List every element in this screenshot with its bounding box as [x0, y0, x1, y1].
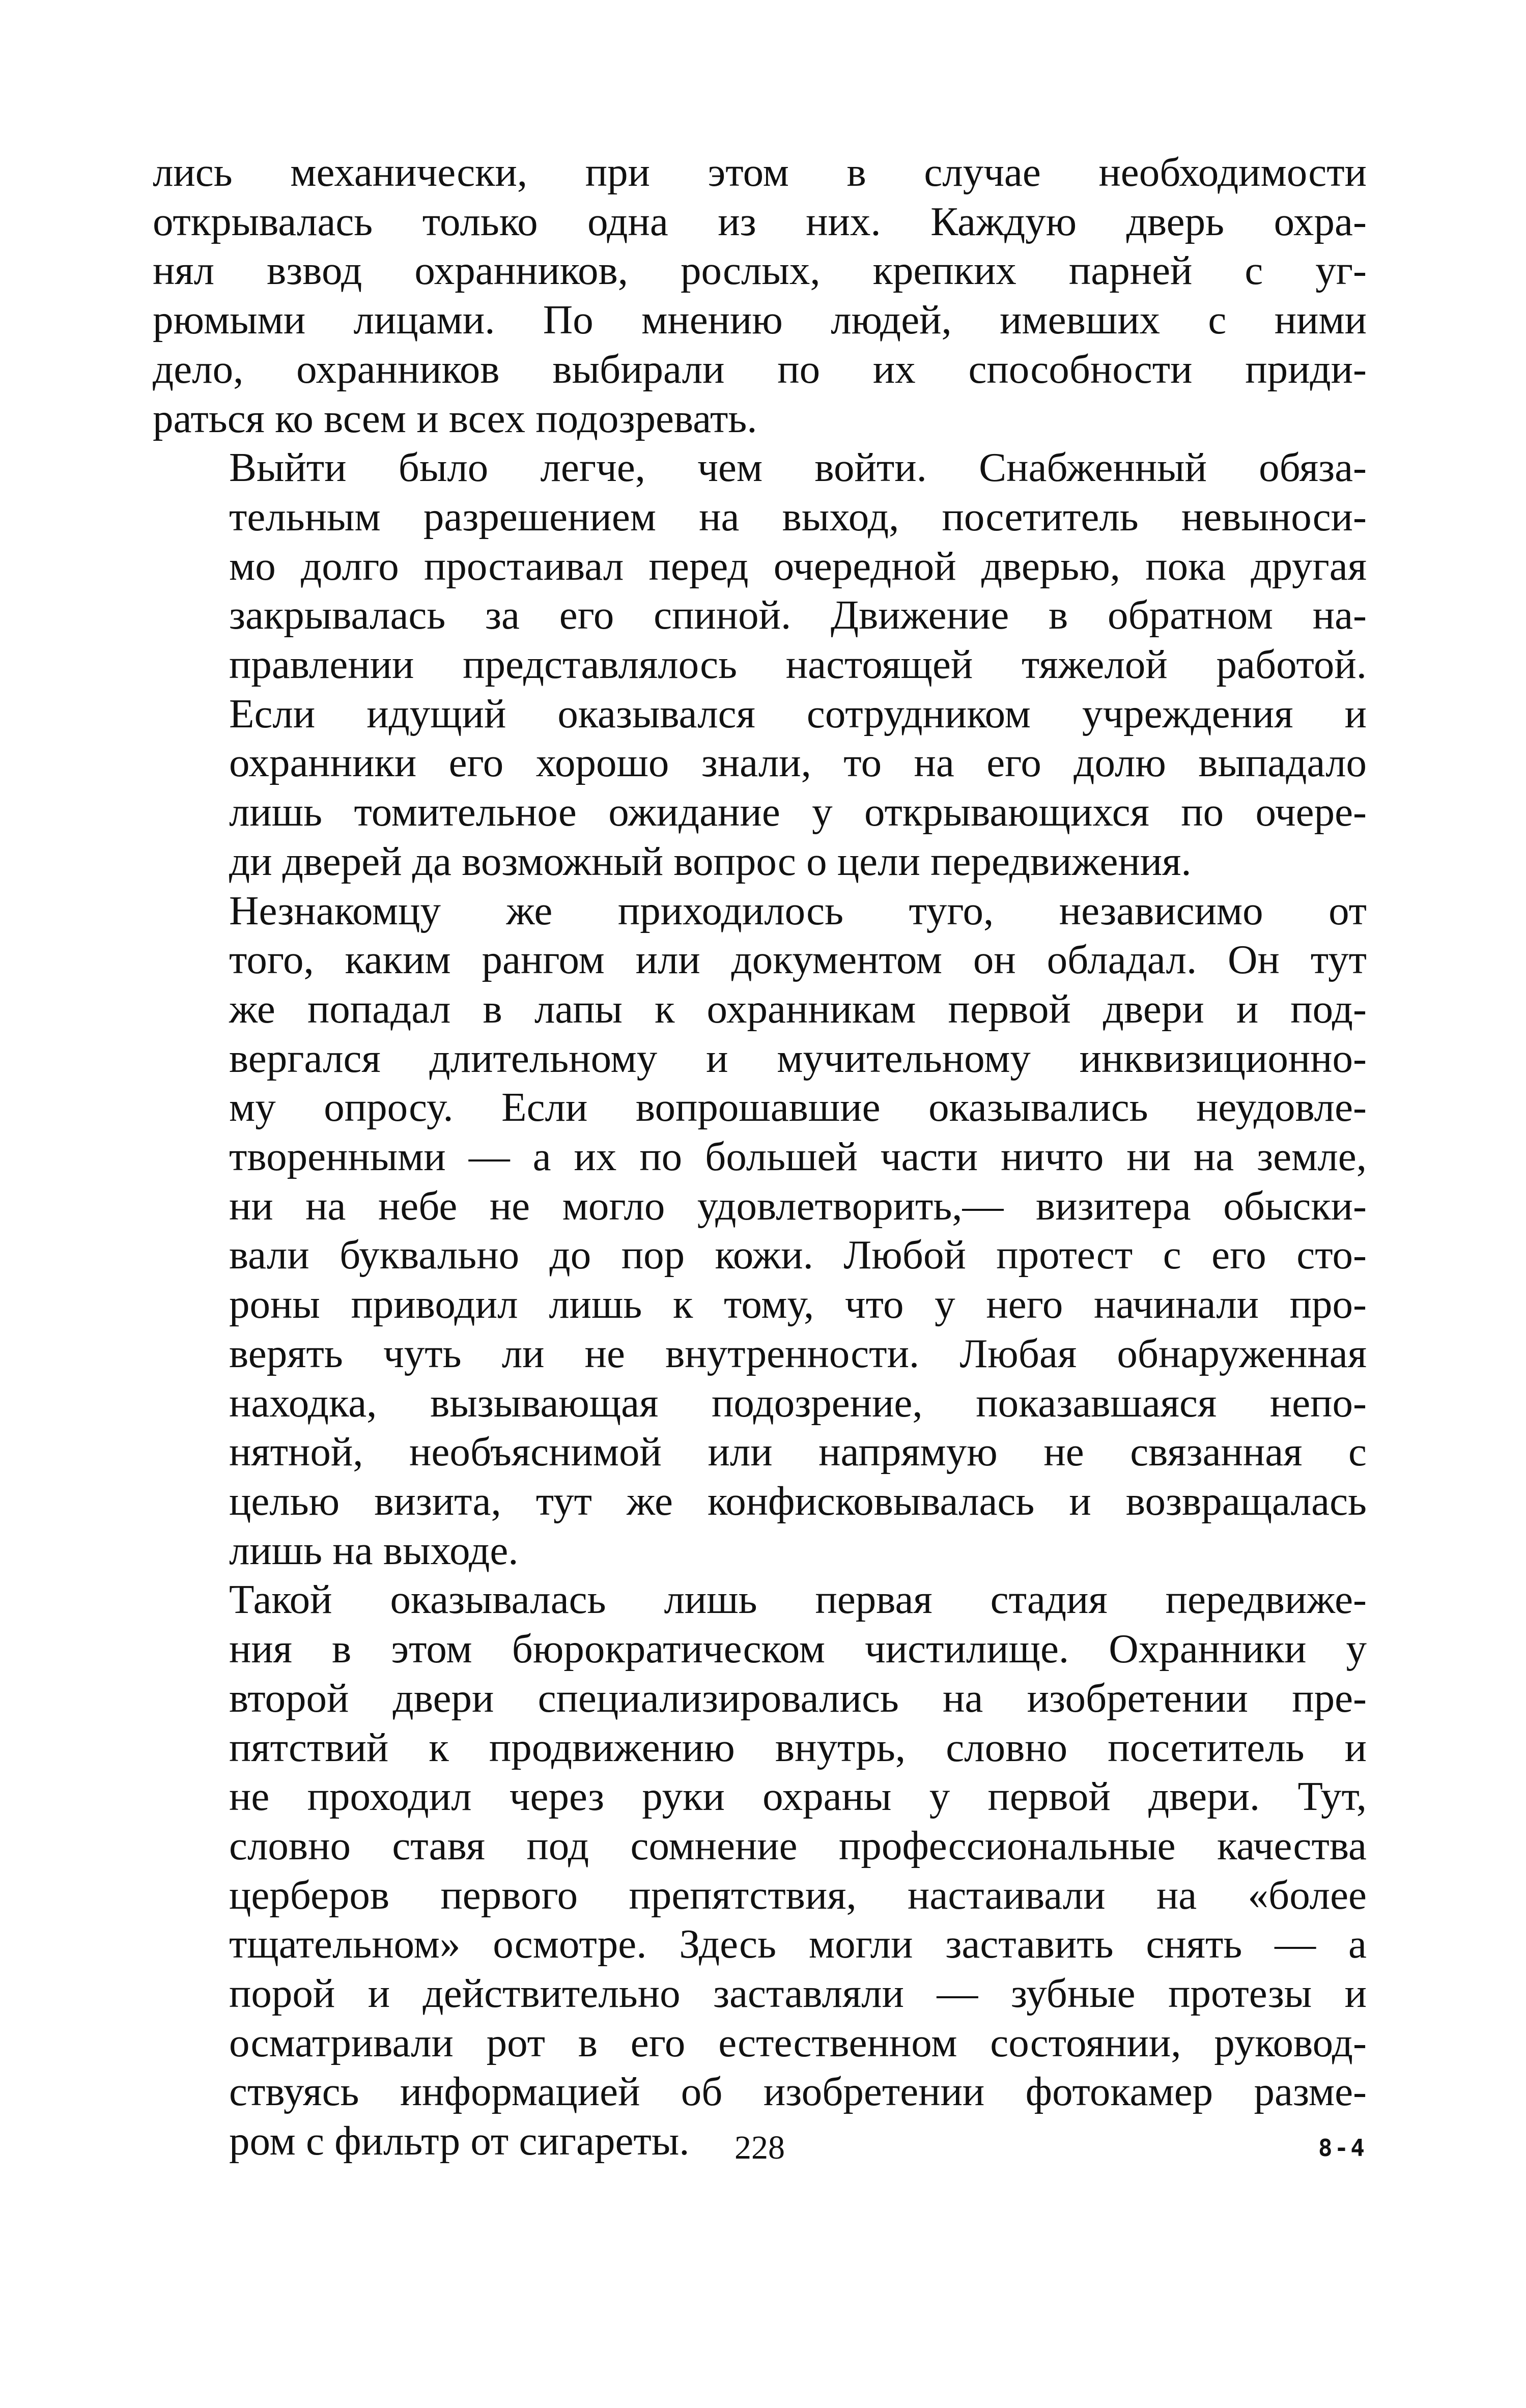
text-line: творенными — а их по большей части ничто ни на земле,	[229, 1134, 1367, 1180]
text-line: ром с фильтр от сигареты.	[229, 2118, 690, 2164]
text-line: Незнакомцу же приходилось туго, независимо от	[229, 887, 1367, 933]
text-line: нял взвод охранников, рослых, крепких парней с уг-	[153, 247, 1367, 294]
text-line: вали буквально до пор кожи. Любой протест с его сто-	[229, 1232, 1367, 1278]
page-number: 228	[734, 2129, 785, 2166]
text-line: осматривали рот в его естественном состоянии, руковод-	[229, 2019, 1367, 2065]
text-line: того, каким рангом или документом он обладал. Он тут	[229, 937, 1367, 983]
text-line: лишь на выходе.	[229, 1527, 519, 1573]
text-line: правлении представлялось настоящей тяжелой работой.	[229, 641, 1367, 688]
text-line: ди дверей да возможный вопрос о цели передвижения.	[229, 838, 1192, 884]
text-line: охранники его хорошо знали, то на его долю выпадало	[229, 740, 1367, 786]
text-line: тельным разрешением на выход, посетитель невыноси-	[229, 493, 1367, 540]
text-line: целью визита, тут же конфисковывалась и возвращалась	[229, 1478, 1367, 1524]
text-line: нятной, необъяснимой или напрямую не связанная с	[229, 1429, 1367, 1475]
text-line: пятствий к продвижению внутрь, словно посетитель и	[229, 1724, 1367, 1770]
text-line: дело, охранников выбирали по их способности приди-	[153, 346, 1367, 392]
text-line: Если идущий оказывался сотрудником учреждения и	[229, 690, 1367, 736]
text-line: раться ко всем и всех подозревать.	[153, 395, 757, 441]
text-line: мо долго простаивал перед очередной дверью, пока другая	[229, 543, 1367, 589]
text-line: Такой оказывалась лишь первая стадия передвиже-	[229, 1576, 1367, 1623]
text-line: Выйти было легче, чем войти. Снабженный обяза-	[229, 444, 1367, 491]
text-line: находка, вызывающая подозрение, показавшаяся непо-	[229, 1379, 1367, 1426]
text-line: тщательном» осмотре. Здесь могли заставить снять — а	[229, 1921, 1367, 1967]
text-line: верять чуть ли не внутренности. Любая обнаруженная	[229, 1330, 1367, 1376]
text-line: второй двери специализировались на изобретении пре-	[229, 1675, 1367, 1721]
paragraph	[153, 886, 1367, 1575]
text-line: роны приводил лишь к тому, что у него начинали про-	[229, 1281, 1367, 1327]
text-line: рюмыми лицами. По мнению людей, имевших с ними	[153, 297, 1367, 343]
text-line: церберов первого препятствия, настаивали на «более	[229, 1872, 1367, 1918]
text-line: ни на небе не могло удовлетворить,— визитера обыски-	[229, 1182, 1367, 1229]
page-body	[153, 148, 1367, 2166]
text-line: открывалась только одна из них. Каждую дверь охра-	[153, 198, 1367, 244]
page-footer	[153, 2128, 1367, 2168]
text-line: же попадал в лапы к охранникам первой двери и под-	[229, 985, 1367, 1032]
text-line: не проходил через руки охраны у первой двери. Тут,	[229, 1773, 1367, 1820]
paragraph	[153, 148, 1367, 443]
text-line: лишь томительное ожидание у открывающихся по очере-	[229, 789, 1367, 835]
text-line: закрывалась за его спиной. Движение в обратном на-	[229, 592, 1367, 638]
text-line: вергался длительному и мучительному инквизиционно-	[229, 1035, 1367, 1081]
paragraph	[153, 1575, 1367, 2165]
text-line: лись механически, при этом в случае необходимости	[153, 149, 1367, 195]
text-line: словно ставя под сомнение профессиональные качества	[229, 1822, 1367, 1868]
text-line: порой и действительно заставляли — зубные протезы и	[229, 1970, 1367, 2017]
paragraph	[153, 443, 1367, 886]
printer-signature-mark: 8-4	[1318, 2134, 1367, 2162]
text-line: му опросу. Если вопрошавшие оказывались неудовле-	[229, 1084, 1367, 1130]
text-line: ствуясь информацией об изобретении фотокамер разме-	[229, 2069, 1367, 2115]
text-line: ния в этом бюрократическом чистилище. Охранники у	[229, 1626, 1367, 1672]
